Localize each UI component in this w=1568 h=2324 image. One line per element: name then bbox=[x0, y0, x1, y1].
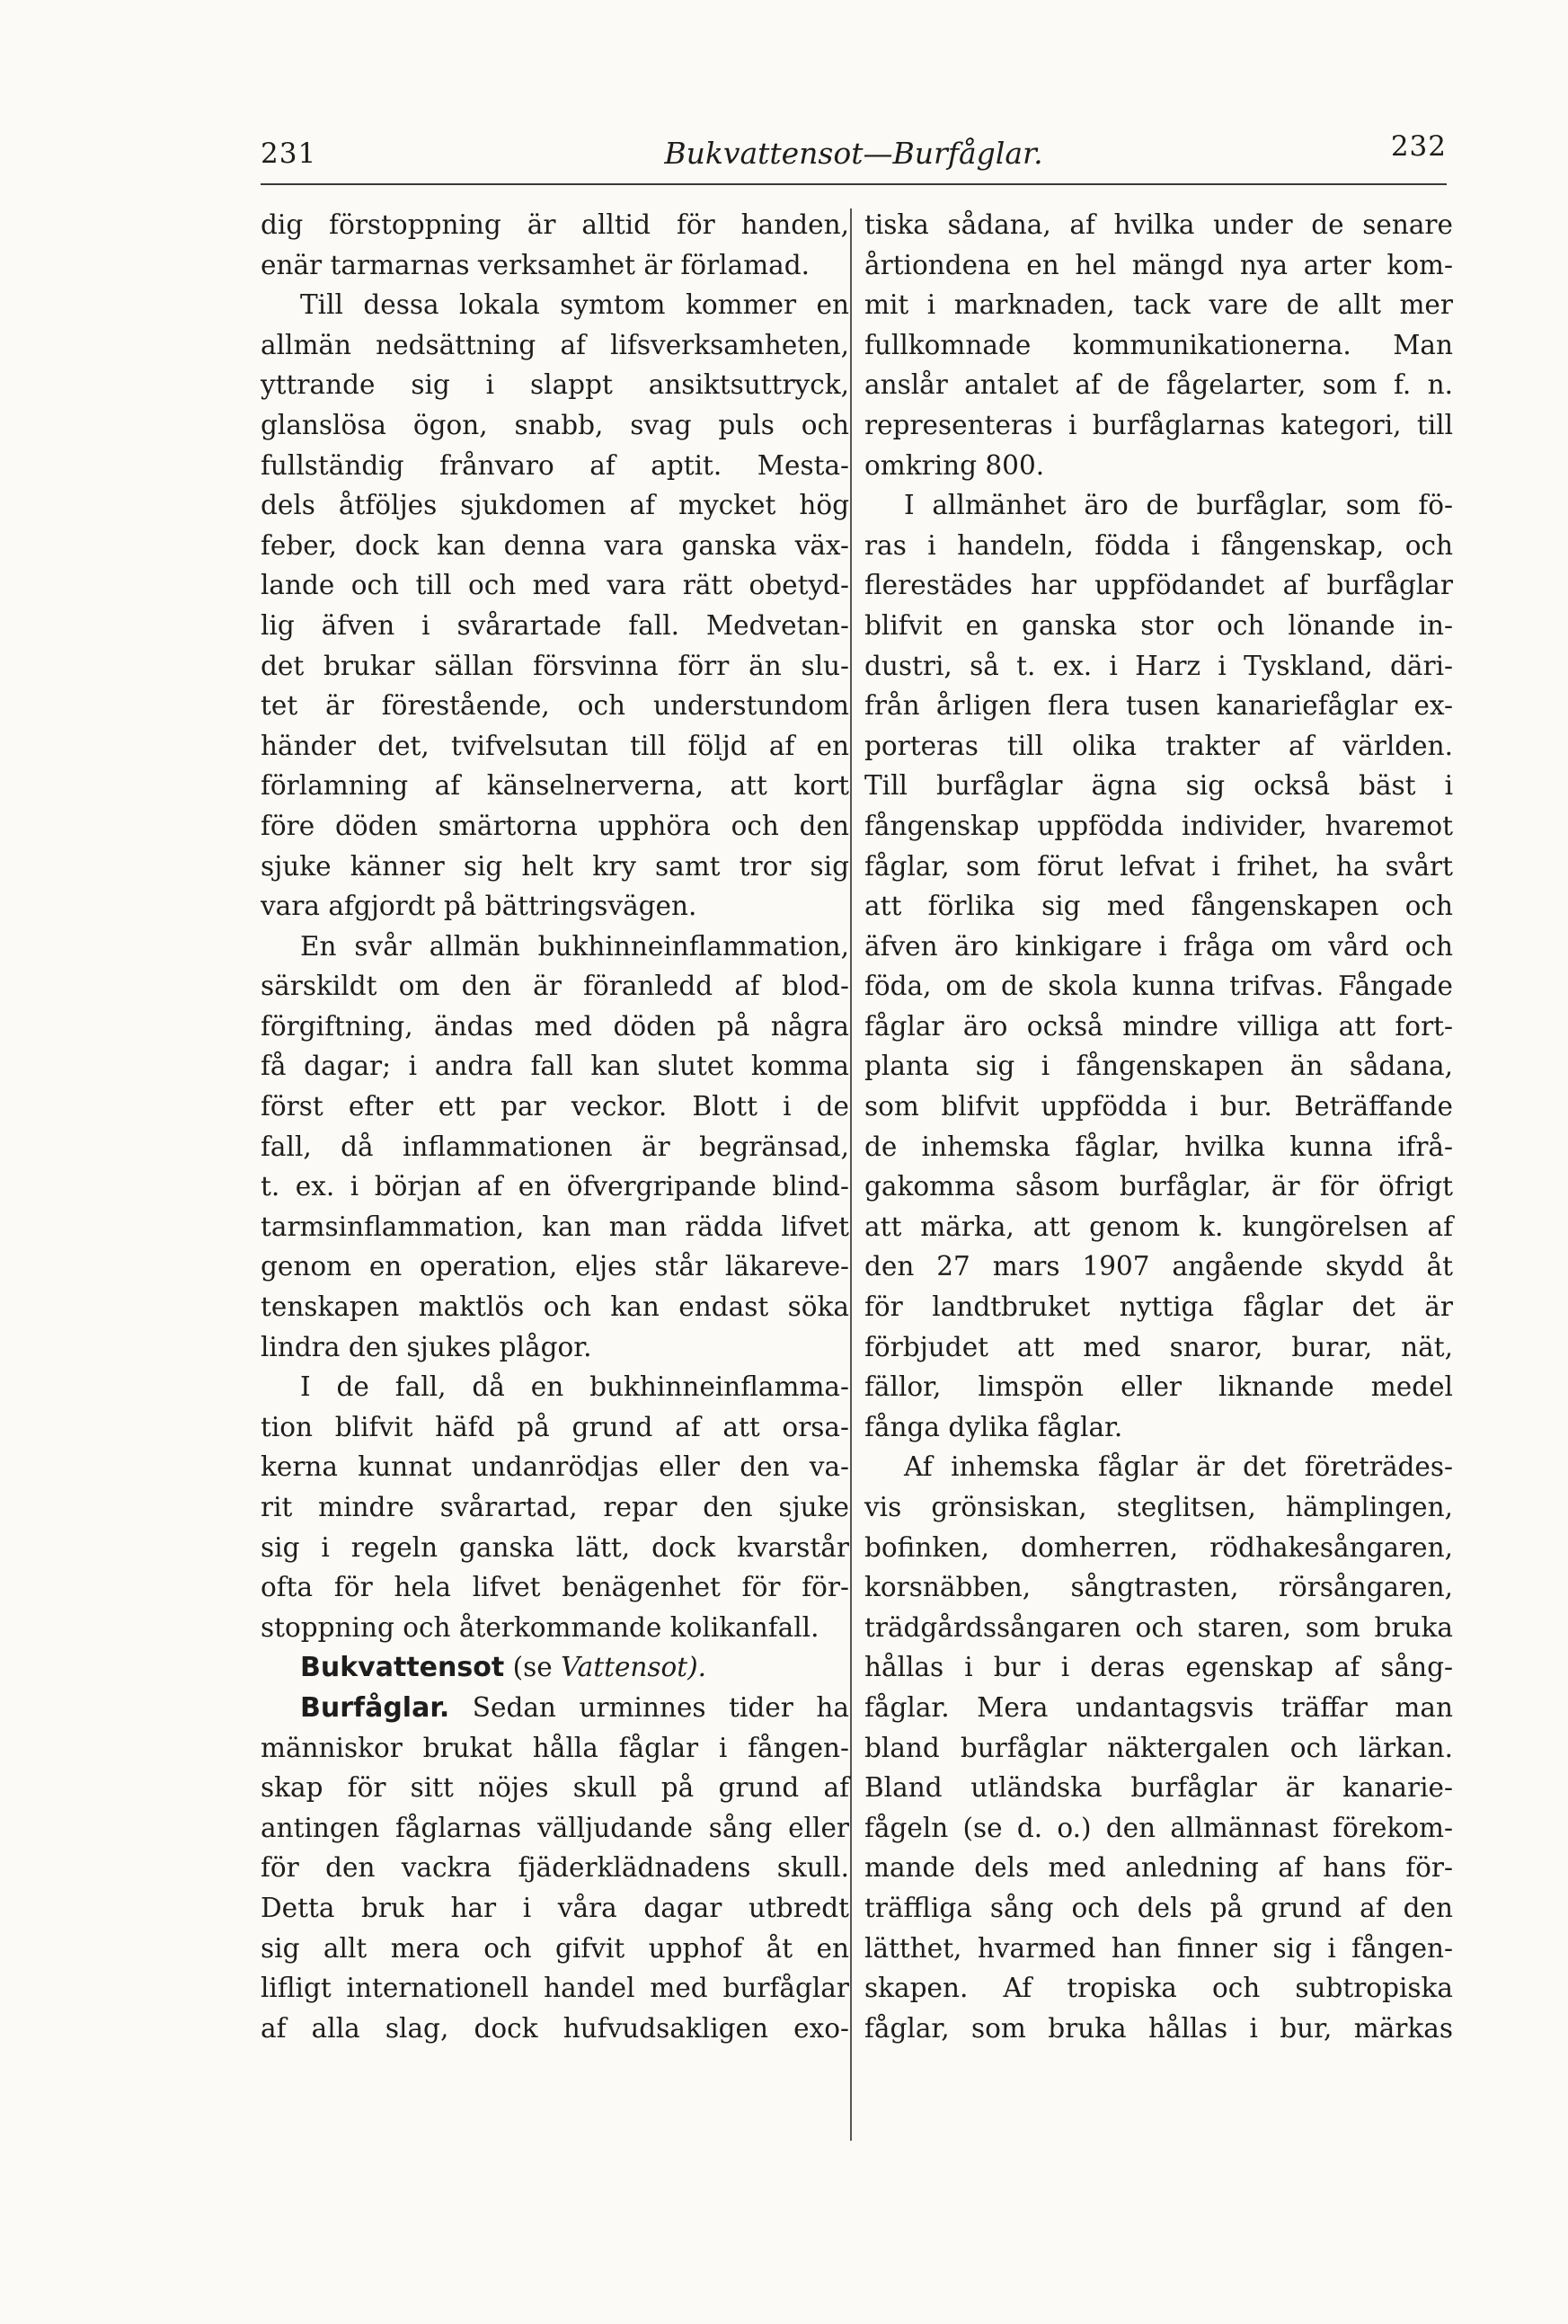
text-line: allmän nedsättning af lifsverksamheten, bbox=[261, 329, 849, 360]
right-column bbox=[864, 205, 1453, 2048]
text-line: lifligt internationell handel med burfåglar bbox=[261, 1973, 849, 2004]
text-line: förgiftning, ändas med döden på några bbox=[261, 1010, 849, 1042]
text-line: Bland utländska burfåglar är kanarie- bbox=[864, 1772, 1453, 1804]
text-line: Till burfåglar ägna sig också bäst i bbox=[864, 770, 1453, 802]
text-line: att märka, att genom k. kungörelsen af bbox=[864, 1211, 1453, 1242]
text-line: förbjudet att med snaror, burar, nät, bbox=[864, 1331, 1453, 1362]
entry-burfaglar bbox=[261, 1688, 849, 1728]
text-line: årtiondena en hel mängd nya arter kom- bbox=[864, 249, 1453, 280]
column-divider bbox=[850, 208, 852, 2141]
text-line: bland burfåglar näktergalen och lärkan. bbox=[864, 1732, 1453, 1763]
headword: Burfåglar. bbox=[300, 1691, 450, 1724]
text-line: för landtbruket nyttiga fåglar det är bbox=[864, 1291, 1453, 1323]
text-line: fullständig frånvaro af aptit. Mesta- bbox=[261, 449, 849, 481]
text-line: omkring 800. bbox=[864, 449, 1045, 481]
text-line: fåglar äro också mindre villiga att fort- bbox=[864, 1010, 1453, 1042]
text-line: särskildt om den är föranledd af blod- bbox=[261, 971, 849, 1002]
text-line: lätthet, hvarmed han finner sig i fången- bbox=[864, 1932, 1453, 1964]
text-line: Till dessa lokala symtom kommer en bbox=[300, 289, 849, 321]
text-line: Af inhemska fåglar är det företrädes- bbox=[904, 1451, 1453, 1483]
text-line: lindra den sjukes plågor. bbox=[261, 1331, 592, 1362]
text-line: skap för sitt nöjes skull på grund af bbox=[261, 1772, 849, 1804]
see-prefix: (se bbox=[512, 1652, 553, 1683]
header-rule bbox=[261, 183, 1447, 185]
text-line: äfven äro kinkigare i fråga om vård och bbox=[864, 930, 1453, 962]
text-line: blifvit en ganska stor och lönande in- bbox=[864, 609, 1453, 641]
text-line: En svår allmän bukhinneinflammation, bbox=[300, 930, 849, 962]
entry-bukvattensot bbox=[261, 1647, 849, 1688]
text-line: sig i regeln ganska lätt, dock kvarstår bbox=[261, 1531, 849, 1563]
text-line: bofinken, domherren, rödhakesångaren, bbox=[864, 1531, 1453, 1563]
text-line: fåglar, som bruka hållas i bur, märkas bbox=[864, 2012, 1453, 2044]
text-line: sjuke känner sig helt kry samt tror sig bbox=[261, 850, 849, 882]
text-line: gakomma såsom burfåglar, är för öfrigt bbox=[864, 1171, 1453, 1202]
text-line: fullkomnade kommunikationerna. Man bbox=[864, 329, 1453, 360]
text-line: händer det, tvifvelsutan till följd af en bbox=[261, 730, 849, 761]
text-line: sig allt mera och gifvit upphof åt en bbox=[261, 1932, 849, 1964]
text-line: flerestädes har uppfödandet af burfåglar bbox=[864, 570, 1453, 601]
left-column bbox=[261, 205, 849, 2048]
text-line: stoppning och återkommande kolikanfall. bbox=[261, 1611, 819, 1643]
text-line: lig äfven i svårartade fall. Medvetan- bbox=[261, 609, 849, 641]
text-line: feber, dock kan denna vara ganska väx- bbox=[261, 529, 849, 561]
text-line: fåglar. Mera undantagsvis träffar man bbox=[864, 1691, 1453, 1723]
text-line: det brukar sällan försvinna förr än slu- bbox=[261, 650, 849, 681]
text-line: få dagar; i andra fall kan slutet komma bbox=[261, 1051, 849, 1082]
text-line: fågeln (se d. o.) den allmännast förekom- bbox=[864, 1812, 1453, 1843]
text-line: tarmsinflammation, kan man rädda lifvet bbox=[261, 1211, 849, 1242]
text-line: att förlika sig med fångenskapen och bbox=[864, 891, 1453, 922]
text-line: trädgårdssångaren och staren, som bruka bbox=[864, 1611, 1453, 1643]
text-line: förlamning af känselnerverna, att kort bbox=[261, 770, 849, 802]
text-line: ofta för hela lifvet benägenhet för för- bbox=[261, 1572, 849, 1603]
text-line: de inhemska fåglar, hvilka kunna ifrå- bbox=[864, 1131, 1453, 1162]
text-line: yttrande sig i slappt ansiktsuttryck, bbox=[261, 369, 849, 401]
text-line: före döden smärtorna upphöra och den bbox=[261, 810, 849, 841]
left-page-number: 231 bbox=[261, 137, 317, 170]
text-line: korsnäbben, sångtrasten, rörsångaren, bbox=[864, 1572, 1453, 1603]
text-line: hållas i bur i deras egenskap af sång- bbox=[864, 1652, 1453, 1683]
cross-reference: Vattensot). bbox=[561, 1652, 707, 1683]
text-line: I allmänhet äro de burfåglar, som fö- bbox=[904, 490, 1453, 521]
text-line: fånga dylika fåglar. bbox=[864, 1411, 1123, 1442]
text-line: ras i handeln, födda i fångenskap, och bbox=[864, 529, 1453, 561]
text-line: kerna kunnat undanrödjas eller den va- bbox=[261, 1451, 849, 1483]
right-page-number: 232 bbox=[1390, 130, 1447, 163]
text-line: först efter ett par veckor. Blott i de bbox=[261, 1091, 849, 1122]
text-line: träffliga sång och dels på grund af den bbox=[864, 1892, 1453, 1923]
headword: Bukvattensot bbox=[300, 1652, 505, 1684]
text-line: tion blifvit häfd på grund af att orsa- bbox=[261, 1411, 849, 1442]
text-line: genom en operation, eljes står läkareve- bbox=[261, 1251, 849, 1282]
text-line: mande dels med anledning af hans för- bbox=[864, 1852, 1453, 1884]
text-line: vara afgjordt på bättringsvägen. bbox=[261, 891, 697, 922]
text-line: människor brukat hålla fåglar i fången- bbox=[261, 1732, 849, 1763]
text-line: representeras i burfåglarnas kategori, till bbox=[864, 409, 1453, 440]
entry-text: Sedan urminnes tider ha bbox=[472, 1691, 849, 1723]
text-line: planta sig i fångenskapen än sådana, bbox=[864, 1051, 1453, 1082]
text-line: fåglar, som förut lefvat i frihet, ha svårt bbox=[864, 850, 1453, 882]
page-header bbox=[261, 130, 1447, 184]
text-line: t. ex. i början af en öfvergripande blind- bbox=[261, 1171, 849, 1202]
text-line: dig förstoppning är alltid för handen, bbox=[261, 209, 849, 240]
text-line: fångenskap uppfödda individer, hvaremot bbox=[864, 810, 1453, 841]
text-line: af alla slag, dock hufvudsakligen exo- bbox=[261, 2012, 849, 2044]
text-line: Detta bruk har i våra dagar utbredt bbox=[261, 1892, 849, 1923]
text-line: I de fall, då en bukhinneinflamma- bbox=[300, 1371, 849, 1403]
text-line: dels åtföljes sjukdomen af mycket hög bbox=[261, 490, 849, 521]
text-line: anslår antalet af de fågelarter, som f. n. bbox=[864, 369, 1453, 401]
text-line: föda, om de skola kunna trifvas. Fångade bbox=[864, 971, 1453, 1002]
text-line: glanslösa ögon, snabb, svag puls och bbox=[261, 409, 849, 440]
text-line: enär tarmarnas verksamhet är förlamad. bbox=[261, 249, 811, 280]
text-line: från årligen flera tusen kanariefåglar ex- bbox=[864, 690, 1453, 722]
text-line: den 27 mars 1907 angående skydd åt bbox=[864, 1251, 1453, 1282]
text-line: fällor, limspön eller liknande medel bbox=[864, 1371, 1453, 1403]
running-title: Bukvattensot—Burfåglar. bbox=[664, 136, 1043, 171]
text-line: mit i marknaden, tack vare de allt mer bbox=[864, 289, 1453, 321]
text-line: vis grönsiskan, steglitsen, hämplingen, bbox=[864, 1492, 1453, 1522]
text-line: lande och till och med vara rätt obetyd- bbox=[261, 570, 849, 601]
text-line: tiska sådana, af hvilka under de senare bbox=[864, 209, 1453, 240]
text-line: porteras till olika trakter af världen. bbox=[864, 730, 1453, 761]
text-line: skapen. Af tropiska och subtropiska bbox=[864, 1973, 1453, 2004]
text-line: dustri, så t. ex. i Harz i Tyskland, däri- bbox=[864, 650, 1453, 681]
text-line: som blifvit uppfödda i bur. Beträffande bbox=[864, 1091, 1453, 1122]
text-line: tet är förestående, och understundom bbox=[261, 690, 849, 722]
text-line: antingen fåglarnas välljudande sång eller bbox=[261, 1812, 849, 1843]
text-line: fall, då inflammationen är begränsad, bbox=[261, 1131, 849, 1162]
text-line: tenskapen maktlös och kan endast söka bbox=[261, 1291, 849, 1323]
text-line: rit mindre svårartad, repar den sjuke bbox=[261, 1492, 849, 1522]
text-line: för den vackra fjäderklädnadens skull. bbox=[261, 1852, 849, 1884]
